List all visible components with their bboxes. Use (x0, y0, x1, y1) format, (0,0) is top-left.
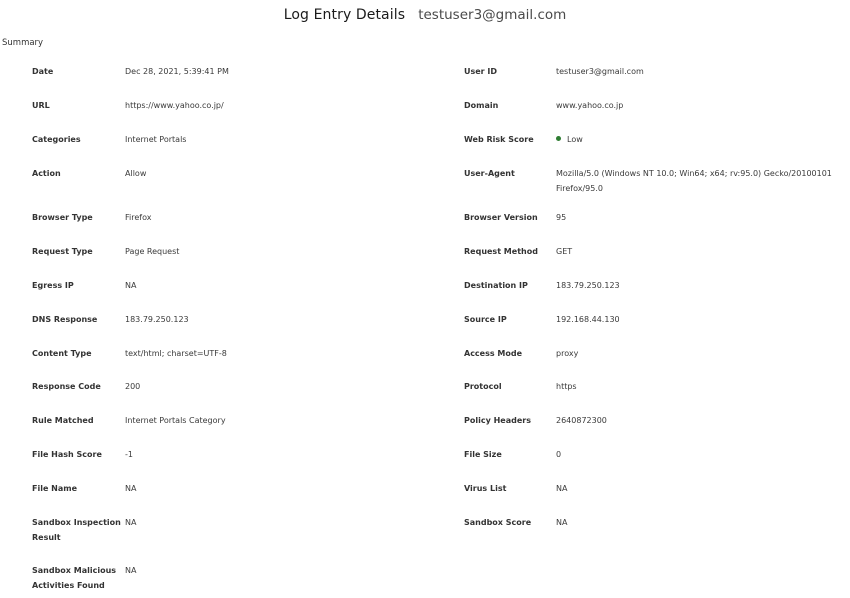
field-label: Destination IP (464, 281, 528, 290)
field-value: NA (125, 518, 137, 527)
field-label: Web Risk Score (464, 135, 534, 144)
field-label: Request Method (464, 247, 538, 256)
field-value: https://www.yahoo.co.jp/ (125, 101, 224, 110)
field-label: File Size (464, 450, 502, 459)
field-value: Internet Portals Category (125, 416, 226, 425)
field-value: 2640872300 (556, 416, 607, 425)
field-value: NA (125, 484, 137, 493)
field-value: testuser3@gmail.com (556, 67, 644, 76)
field-label: Egress IP (32, 281, 74, 290)
field-label: User ID (464, 67, 498, 76)
field-value: NA (556, 484, 568, 493)
field-value: proxy (556, 349, 579, 358)
field-value: NA (125, 281, 137, 290)
header-user-email: testuser3@gmail.com (418, 7, 567, 23)
dialog-header (0, 4, 850, 24)
field-label: Policy Headers (464, 416, 531, 425)
field-label: URL (32, 101, 50, 110)
field-value: Dec 28, 2021, 5:39:41 PM (125, 67, 229, 76)
field-label: Rule Matched (32, 416, 94, 425)
risk-level-dot-icon (556, 136, 561, 141)
field-value: -1 (125, 450, 133, 459)
field-label: Date (32, 67, 54, 76)
field-value: 0 (556, 450, 562, 459)
field-value: https (556, 382, 577, 391)
field-value: Firefox (125, 213, 152, 222)
field-value: NA (556, 518, 568, 527)
field-value-risk (556, 133, 583, 148)
field-value: Page Request (125, 247, 180, 256)
field-value: NA (125, 566, 137, 575)
field-label: Request Type (32, 247, 93, 256)
field-label: Action (32, 169, 61, 178)
field-value: Mozilla/5.0 (Windows NT 10.0; Win64; x64; rv:95.0) Gecko/20100101 Firefox/95.0 (556, 169, 832, 193)
field-value: Internet Portals (125, 135, 187, 144)
field-label: Categories (32, 135, 81, 144)
section-summary-label: Summary (2, 38, 44, 48)
field-label: Sandbox Inspection Result (32, 518, 121, 542)
field-label: Access Mode (464, 349, 523, 358)
field-label: Content Type (32, 349, 92, 358)
field-label: DNS Response (32, 315, 98, 324)
field-value: GET (556, 247, 573, 256)
field-label: File Hash Score (32, 450, 102, 459)
field-value: 95 (556, 213, 567, 222)
field-value: 192.168.44.130 (556, 315, 620, 324)
field-label: Virus List (464, 484, 507, 493)
field-value: text/html; charset=UTF-8 (125, 349, 227, 358)
field-value: www.yahoo.co.jp (556, 101, 624, 110)
field-label: Source IP (464, 315, 507, 324)
page-title: Log Entry Details (283, 7, 406, 23)
field-value: Allow (125, 169, 147, 178)
field-value: 183.79.250.123 (556, 281, 620, 290)
field-label: Sandbox Malicious Activities Found (32, 566, 117, 590)
field-label: File Name (32, 484, 78, 493)
field-label: Domain (464, 101, 499, 110)
field-label: User-Agent (464, 169, 515, 178)
field-value: 200 (125, 382, 141, 391)
field-label: Browser Type (32, 213, 93, 222)
field-label: Response Code (32, 382, 101, 391)
field-value: 183.79.250.123 (125, 315, 189, 324)
risk-level-text: Low (567, 135, 583, 144)
field-label: Sandbox Score (464, 518, 532, 527)
field-label: Browser Version (464, 213, 538, 222)
field-label: Protocol (464, 382, 502, 391)
